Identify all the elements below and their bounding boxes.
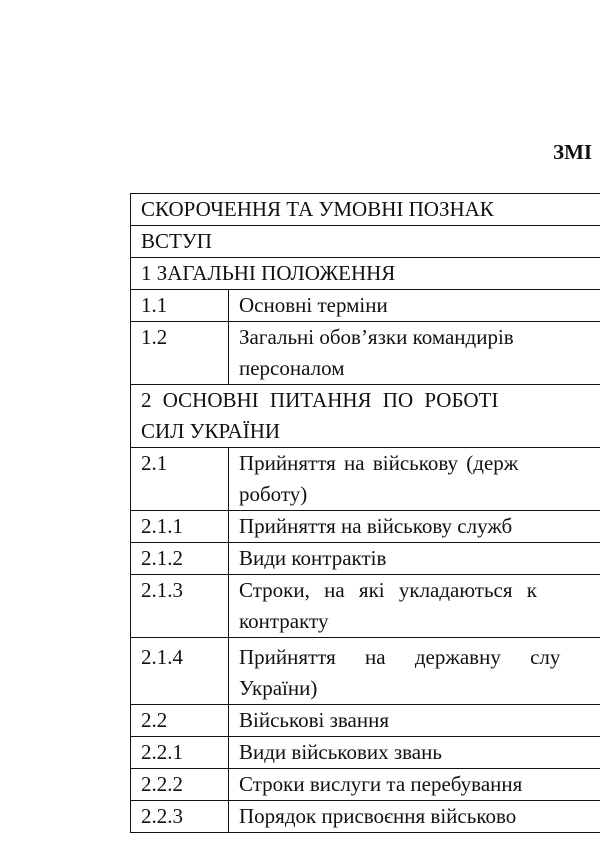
toc-section-title: 2 ОСНОВНІ ПИТАННЯ ПО РОБОТІ СИЛ УКРАЇНИ bbox=[131, 385, 600, 448]
toc-item-number: 2.1.1 bbox=[131, 511, 229, 543]
toc-row bbox=[131, 511, 600, 543]
toc-section-title: 1 ЗАГАЛЬНІ ПОЛОЖЕННЯ bbox=[131, 258, 600, 290]
toc-item-title: Основні терміни bbox=[229, 290, 600, 322]
toc-row bbox=[131, 575, 600, 638]
toc-row bbox=[131, 737, 600, 769]
toc-row bbox=[131, 448, 600, 511]
toc-item-title: Військові звання bbox=[229, 705, 600, 737]
toc-item-number: 2.1.4 bbox=[131, 638, 229, 705]
toc-row-introduction bbox=[131, 226, 600, 258]
toc-row bbox=[131, 769, 600, 801]
toc-item-title: Види контрактів bbox=[229, 543, 600, 575]
toc-section-title: СКОРОЧЕННЯ ТА УМОВНІ ПОЗНАК bbox=[131, 194, 600, 226]
table-of-contents bbox=[130, 193, 600, 833]
toc-item-number: 2.2.1 bbox=[131, 737, 229, 769]
toc-item-title: Строки вислуги та перебування bbox=[229, 769, 600, 801]
toc-row bbox=[131, 290, 600, 322]
toc-item-title: Види військових звань bbox=[229, 737, 600, 769]
toc-row bbox=[131, 705, 600, 737]
toc-item-title: Строки, на які укладаються к контракту bbox=[229, 575, 600, 638]
toc-row bbox=[131, 543, 600, 575]
toc-item-number: 2.1 bbox=[131, 448, 229, 511]
toc-item-number: 2.2.2 bbox=[131, 769, 229, 801]
toc-item-number: 1.2 bbox=[131, 322, 229, 385]
toc-item-number: 2.1.2 bbox=[131, 543, 229, 575]
toc-row-section-1 bbox=[131, 258, 600, 290]
toc-item-number: 2.1.3 bbox=[131, 575, 229, 638]
toc-item-title: Загальні обов’язки командирів персоналом bbox=[229, 322, 600, 385]
toc-item-title: Прийняття на військову (держ роботу) bbox=[229, 448, 600, 511]
toc-row bbox=[131, 638, 600, 705]
toc-item-title: Прийняття на державну слу України) bbox=[229, 638, 600, 705]
toc-row-abbreviations bbox=[131, 194, 600, 226]
toc-item-number: 2.2.3 bbox=[131, 801, 229, 833]
toc-item-title: Порядок присвоєння військово bbox=[229, 801, 600, 833]
page-title: ЗМІ bbox=[553, 140, 593, 164]
toc-row bbox=[131, 322, 600, 385]
toc-item-number: 1.1 bbox=[131, 290, 229, 322]
toc-row-section-2 bbox=[131, 385, 600, 448]
toc-item-title: Прийняття на військову служб bbox=[229, 511, 600, 543]
toc-row bbox=[131, 801, 600, 833]
toc-item-number: 2.2 bbox=[131, 705, 229, 737]
toc-section-title: ВСТУП bbox=[131, 226, 600, 258]
